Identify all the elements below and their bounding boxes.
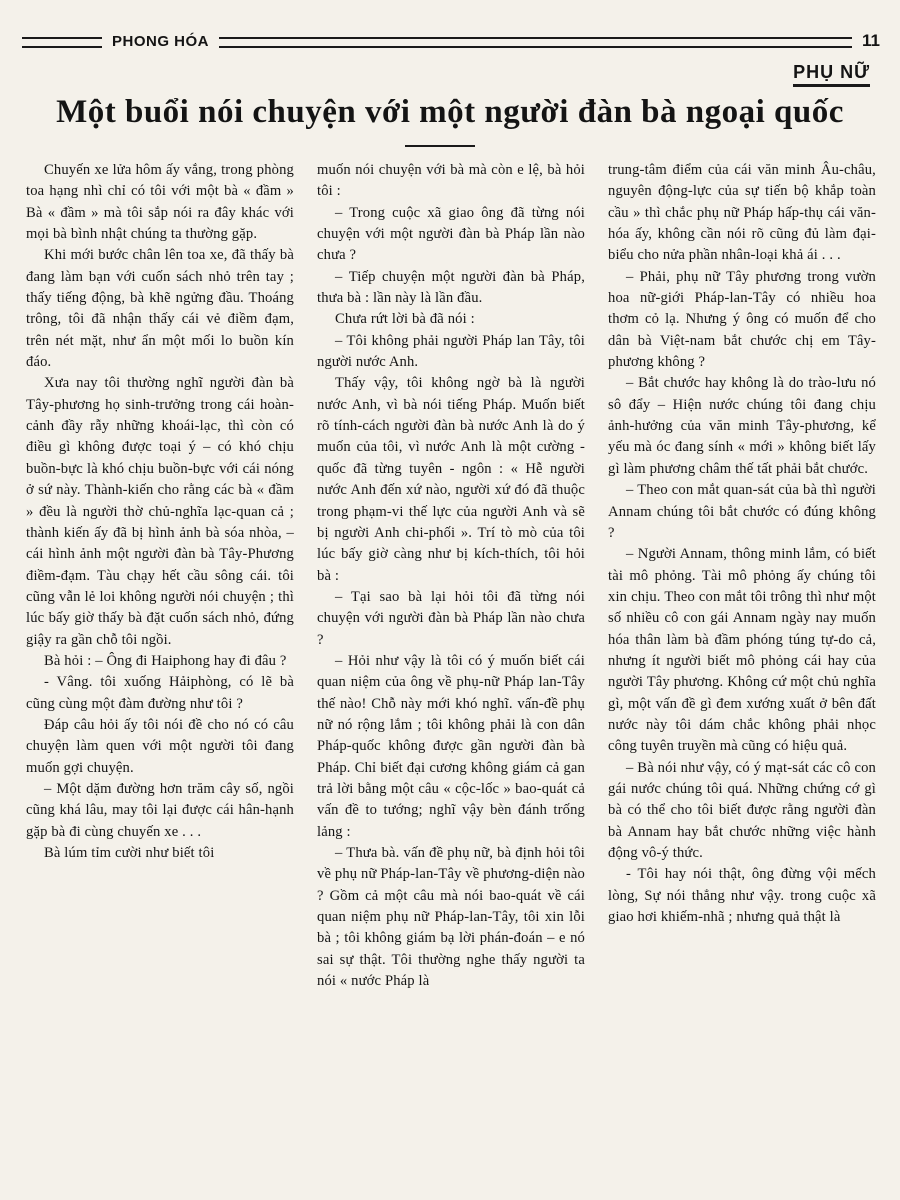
paragraph: – Trong cuộc xã giao ông đã từng nói chuyện với một người đàn bà Pháp lần nào chưa ? xyxy=(317,204,585,264)
paragraph: – Bà nói như vậy, có ý mạt-sát các cô con gái nước chúng tôi quá. Những chứng cớ gì bà có thể cho tôi biết được rằng người đàn bà Annam hay bắt chước những việc hành động vô-ý thức. xyxy=(608,759,876,861)
paragraph: – Theo con mắt quan-sát của bà thì người Annam chúng tôi bắt chước có đúng không ? xyxy=(608,482,876,541)
paragraph: – Người Annam, thông minh lắm, có biết tài mô phỏng. Tài mô phỏng ấy chúng tôi xin chịu. Theo con mắt tôi trông thì như một số nhiều cô con gái Annam ngày nay muốn hóa thân làm bà đầm phóng túng tự-do cả, nhưng ít người biết mô phỏng cái hay của người Tây phương. Không cứ một chủ nghĩa gì, một vấn đề gì đem xướng xuất ở bên đất nước này tôi dám chắc không phải nhọc công tuyên truyền mà cũng có hiệu quả. xyxy=(608,546,876,755)
paragraph: – Hỏi như vậy là tôi có ý muốn biết cái quan niệm của ông về phụ-nữ Pháp lan-Tây thế nào! Chỗ này mới khó nghĩ. vấn-đề phụ nữ nó rộng lắm ; tôi không phải là con dân Pháp-quốc không được gần người đàn bà Pháp. Chỉ biết đại cương không giám cả gan trả lời bằng một câu « cộc-lốc » bao-quát cả vấn đề to tướng; nghĩ vậy bèn đánh trống lảng : xyxy=(317,652,585,840)
paragraph: - Vâng. tôi xuống Hảiphòng, có lẽ bà cũng cùng một đàm đường như tôi ? xyxy=(26,674,294,712)
title-underline xyxy=(405,145,475,147)
column-3 xyxy=(608,160,876,1190)
paragraph: - Tôi hay nói thật, ông đừng vội mếch lòng, Sự nói thẳng như vậy. trong cuộc xã giao hơi khiếm-nhã ; nhưng quả thật là xyxy=(608,866,876,926)
paragraph: trung-tâm điểm của cái văn minh Âu-châu, nguyên động-lực của sự tiến bộ khắp toàn cầu » thì chắc phụ nữ Pháp hấp-thụ cái văn-hóa ấy, không cần nói rõ cũng đủ làm đại-biểu cho nửa phần nhân-loại khả ái . . . xyxy=(608,162,876,264)
header-rule-left xyxy=(22,37,102,48)
publication-name: PHONG HÓA xyxy=(112,32,210,50)
column-1 xyxy=(26,160,294,1190)
paragraph: – Phải, phụ nữ Tây phương trong vườn hoa nữ-giới Pháp-lan-Tây có nhiều hoa thơm cỏ lạ. Nhưng ý ông có muốn để cho dân bà Việt-nam bắt chước chị em Tây-phương không ? xyxy=(608,268,876,371)
paragraph: Khi mới bước chân lên toa xe, đã thấy bà đang làm bạn với cuốn sách nhỏ trên tay ; thấy tiếng động, bà khẽ ngửng đầu. Thoáng trông, tôi đã nhận thấy cái vẻ điềm đạm, trên nét mặt, như ẩn một mối lo buồn kín đáo. xyxy=(26,247,294,371)
paragraph: Bà hỏi : – Ông đi Haiphong hay đi đâu ? xyxy=(44,652,287,669)
paragraph: muốn nói chuyện với bà mà còn e lệ, bà hỏi tôi : xyxy=(317,162,585,200)
paragraph: Chuyến xe lửa hôm ấy vắng, trong phòng toa hạng nhì chỉ có tôi với một bà « đầm » Bà « đầm » mà tôi sắp nói ra đây khác với mọi bà bình nhật chúng ta thường gặp. xyxy=(26,162,294,243)
paragraph: – Một dặm đường hơn trăm cây số, ngồi cũng khá lâu, may tôi lại được cái hân-hạnh gặp bà đi cùng chuyến xe . . . xyxy=(26,780,294,840)
paragraph: – Tôi không phải người Pháp lan Tây, tôi người nước Anh. xyxy=(317,332,585,371)
paragraph: Đáp câu hỏi ấy tôi nói đề cho nó có câu chuyện làm quen với một người tôi đang muốn gợi chuyện. xyxy=(26,716,294,776)
paragraph: Chưa rứt lời bà đã nói : xyxy=(335,311,475,328)
header-rule-right xyxy=(219,37,852,48)
page-number: 11 xyxy=(862,31,880,50)
paragraph: – Thưa bà. vấn đề phụ nữ, bà định hỏi tôi về phụ nữ Pháp-lan-Tây về phương-diện nào ? Gồm cả một câu mà nói bao-quát về cái quan niệm phụ nữ Pháp-lan-Tây, tôi xin lỗi bà ; tôi không giám bạ lời phán-đoán – e nó sai sự thật. Tôi thường nghe thấy người ta nói « nước Pháp là xyxy=(317,845,585,990)
column-2 xyxy=(317,160,585,1190)
paragraph: – Tại sao bà lại hỏi tôi đã từng nói chuyện với người đàn bà Pháp lần nào chưa ? xyxy=(317,588,585,648)
paragraph: Xưa nay tôi thường nghĩ người đàn bà Tây-phương họ sinh-trưởng trong cái hoàn-cảnh đầy rẫy những khoái-lạc, thì còn có điều gì không được toại ý – có khó chịu buồn-bực là khó chịu buồn-bực với cái nóng ở sứ này. Thành-kiến cho rằng các bà « đầm » đều là người thờ chủ-nghĩa lạc-quan cả ; thành kiến ấy đã bị hình ảnh bà sóa nhòa, – cái hình ảnh một người đàn bà Tây-Phương điềm-đạm. Tàu chạy hết cầu sông cái. tôi cũng vẫn lẻ loi không người nói chuyện ; thì lúc bấy giờ thấy bà đặt cuốn sách nhỏ, đứng giậy ra gần chỗ tôi ngồi. xyxy=(26,375,294,648)
paragraph: – Bắt chước hay không là do trào-lưu nó sô đẩy – Hiện nước chúng tôi đang chịu ảnh-hưởng của văn minh Tây-phương, kể yếu mà óc đang sính « mới » không biết lấy gì làm phương châm thế tất phải bắt chước. xyxy=(608,375,876,477)
article-title: Một buổi nói chuyện với một người đàn bà ngoại quốc xyxy=(56,94,844,130)
section-label: PHỤ NỮ xyxy=(793,62,870,87)
paragraph: – Tiếp chuyện một người đàn bà Pháp, thưa bà : lần này là lần đầu. xyxy=(317,268,585,307)
article-body xyxy=(26,160,876,1190)
paragraph: Bà lúm tỉm cười như biết tôi xyxy=(44,845,215,861)
paragraph: Thấy vậy, tôi không ngờ bà là người nước Anh, vì bà nói tiếng Pháp. Muốn biết rõ tính-cách người đàn bà nước Anh là do ý muốn của tôi, vì nước Anh là một cường - quốc đã từng tuyên - ngôn : « Hễ người nước Anh đến xứ nào, người xứ đó đã thuộc trong phạm-vi thế lực của người Anh và sẽ bị người Anh chi-phối ». Trí tò mò của tôi lúc bấy giờ càng như bị kích-thích, tôi hỏi bà : xyxy=(317,375,585,584)
page-header xyxy=(22,28,880,54)
